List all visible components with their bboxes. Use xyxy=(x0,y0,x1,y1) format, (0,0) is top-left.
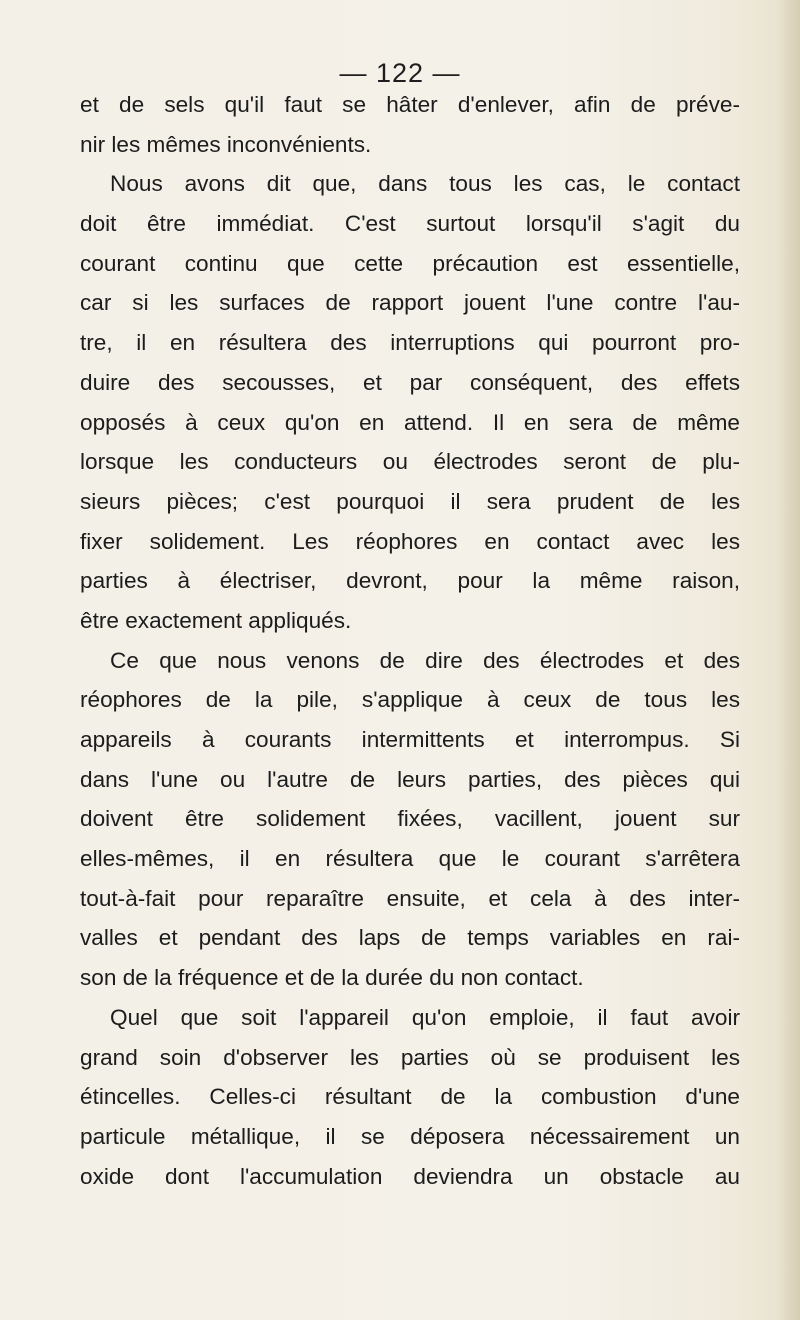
text-line: doivent être solidement fixées, vacillent, jouent sur xyxy=(80,806,740,832)
text-line: nir les mêmes inconvénients. xyxy=(80,131,372,157)
text-line: courant continu que cette précaution est essentielle, xyxy=(80,250,740,276)
text-line: parties à électriser, devront, pour la même raison, xyxy=(80,568,740,594)
text-line: particule métallique, il se déposera nécessairement un xyxy=(80,1123,740,1149)
text-line: Ce que nous venons de dire des électrodes et des xyxy=(110,647,740,673)
text-line: tout-à-fait pour reparaître ensuite, et cela à des inter- xyxy=(80,885,740,911)
text-line: opposés à ceux qu'on en attend. Il en sera de même xyxy=(80,409,740,435)
text-line: grand soin d'observer les parties où se produisent les xyxy=(80,1044,740,1070)
text-line: car si les surfaces de rapport jouent l'une contre l'au- xyxy=(80,290,740,316)
page-edge-shadow xyxy=(778,0,800,1320)
body-text xyxy=(80,85,740,1196)
text-line: oxide dont l'accumulation deviendra un obstacle au xyxy=(80,1163,740,1189)
text-line: sieurs pièces; c'est pourquoi il sera prudent de les xyxy=(80,488,740,514)
text-line: valles et pendant des laps de temps variables en rai- xyxy=(80,925,740,951)
text-line: tre, il en résultera des interruptions qui pourront pro- xyxy=(80,330,740,356)
text-line: lorsque les conducteurs ou électrodes seront de plu- xyxy=(80,449,740,475)
page-number: — 122 — xyxy=(339,58,461,88)
text-line: réophores de la pile, s'applique à ceux de tous les xyxy=(80,687,740,713)
text-line: être exactement appliqués. xyxy=(80,607,352,633)
text-line: son de la fréquence et de la durée du non contact. xyxy=(80,965,584,991)
text-line: fixer solidement. Les réophores en contact avec les xyxy=(80,528,740,554)
text-line: duire des secousses, et par conséquent, des effets xyxy=(80,369,740,395)
text-line: et de sels qu'il faut se hâter d'enlever, afin de préve- xyxy=(80,92,740,117)
text-line: doit être immédiat. C'est surtout lorsqu'il s'agit du xyxy=(80,211,740,237)
text-line: dans l'une ou l'autre de leurs parties, des pièces qui xyxy=(80,766,740,792)
text-line: Quel que soit l'appareil qu'on emploie, il faut avoir xyxy=(110,1004,740,1030)
text-line: étincelles. Celles-ci résultant de la combustion d'une xyxy=(80,1084,740,1110)
text-line: elles-mêmes, il en résultera que le courant s'arrêtera xyxy=(80,846,740,872)
text-line: appareils à courants intermittents et interrompus. Si xyxy=(80,727,740,752)
text-line: Nous avons dit que, dans tous les cas, le contact xyxy=(110,171,740,197)
